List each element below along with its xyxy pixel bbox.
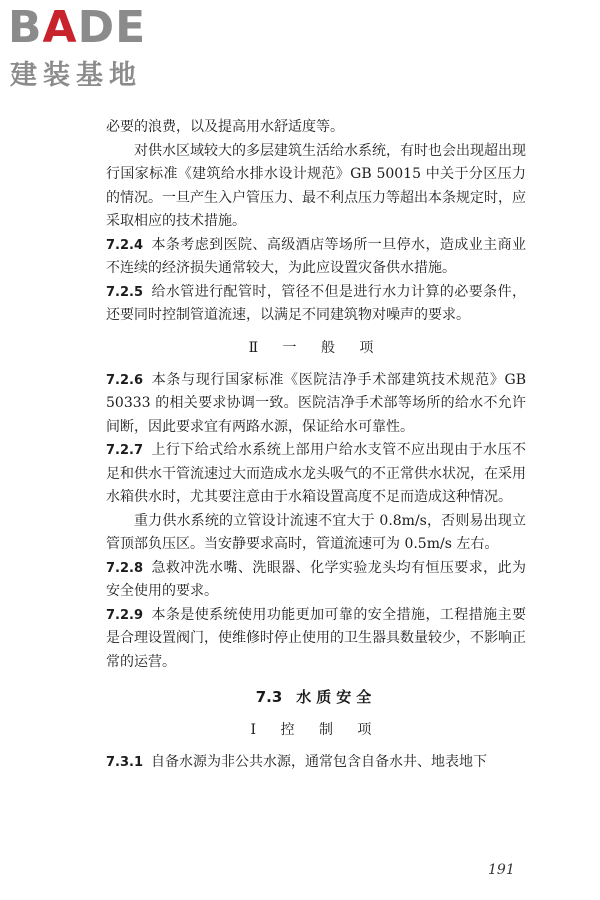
clause-number: 7.2.7 [106,443,144,458]
clause-text: 急救冲洗水嘴、洗眼器、化学实验龙头均有恒压要求，此为安全使用的要求。 [106,559,526,599]
clause-text: 给水管进行配管时，管径不但是进行水力计算的必要条件，还要同时控制管道流速，以满足不同建筑物对噪声的要求。 [106,283,526,323]
clause-text: 本条与现行国家标准《医院洁净手术部建筑技术规范》GB 50333 的相关要求协调一致。医院洁净手术部等场所的给水不允许间断，因此要求宜有两路水源，保证给水可靠性。 [106,371,526,435]
clause-text: 本条是使系统使用功能更加可靠的安全措施，工程措施主要是合理设置阀门，使维修时停止使用的卫生器具数量较少，不影响正常的运营。 [106,606,526,670]
clause-number: 7.3.1 [106,755,144,770]
logo-subtitle: 建装基地 [10,60,142,91]
clause-7-2-5 [106,281,526,328]
clause-7-3-1 [106,751,526,775]
paragraph-continuation: 必要的浪费，以及提高用水舒适度等。 [106,119,344,135]
document-body [106,116,526,775]
clause-number: 7.2.9 [106,607,144,623]
clause-text: 上行下给式给水系统上部用户给水支管不应出现由于水压不足和供水干管流速过大而造成水龙头吸气的不正常供水状况，在采用水箱供水时，尤其要注意由于水箱设置高度不足而造成这种情况。 [106,442,526,505]
clause-number: 7.2.8 [106,560,144,576]
paragraph-pressure: 对供水区域较大的多层建筑生活给水系统，有时也会出现超出现行国家标准《建筑给水排水设计规范》GB 50015 中关于分区压力的情况。一旦产生入户管压力、最不利点压力等超出本条规定时，应采取相应的技术措施。 [106,142,526,229]
clause-7-2-8 [106,557,526,604]
logo-letters-de: DE [77,2,147,53]
clause-number: 7.2.4 [106,237,144,253]
section-heading-7-3 [106,684,526,710]
clause-text: 自备水源为非公共水源，通常包含自备水井、地表地下 [151,754,488,770]
subheading-control-items: Ⅰ 控 制 项 [250,722,382,738]
section-number: 7.3 [255,688,283,706]
clause-7-2-9 [106,604,526,675]
subheading-general-items: Ⅱ 一 般 项 [248,339,384,356]
page-number: 191 [488,862,515,878]
clause-7-2-6 [106,369,526,440]
logo-letter-a: A [42,2,78,53]
paragraph-gravity-supply: 重力供水系统的立管设计流速不宜大于 0.8m/s，否则易出现立管顶部负压区。当安静要求高时，管道流速可为 0.5m/s 左右。 [106,512,526,552]
clause-7-2-7 [106,439,526,510]
clause-number: 7.2.6 [106,372,144,388]
clause-7-2-4 [106,234,526,281]
clause-text: 本条考虑到医院、高级酒店等场所一旦停水，造成业主商业不连续的经济损失通常较大，为此应设置灾备供水措施。 [106,236,526,276]
bade-logo [8,2,178,97]
logo-wordmark [8,4,146,52]
logo-letter-b: B [8,2,43,53]
section-title: 水质安全 [296,688,377,706]
clause-number: 7.2.5 [106,284,144,300]
